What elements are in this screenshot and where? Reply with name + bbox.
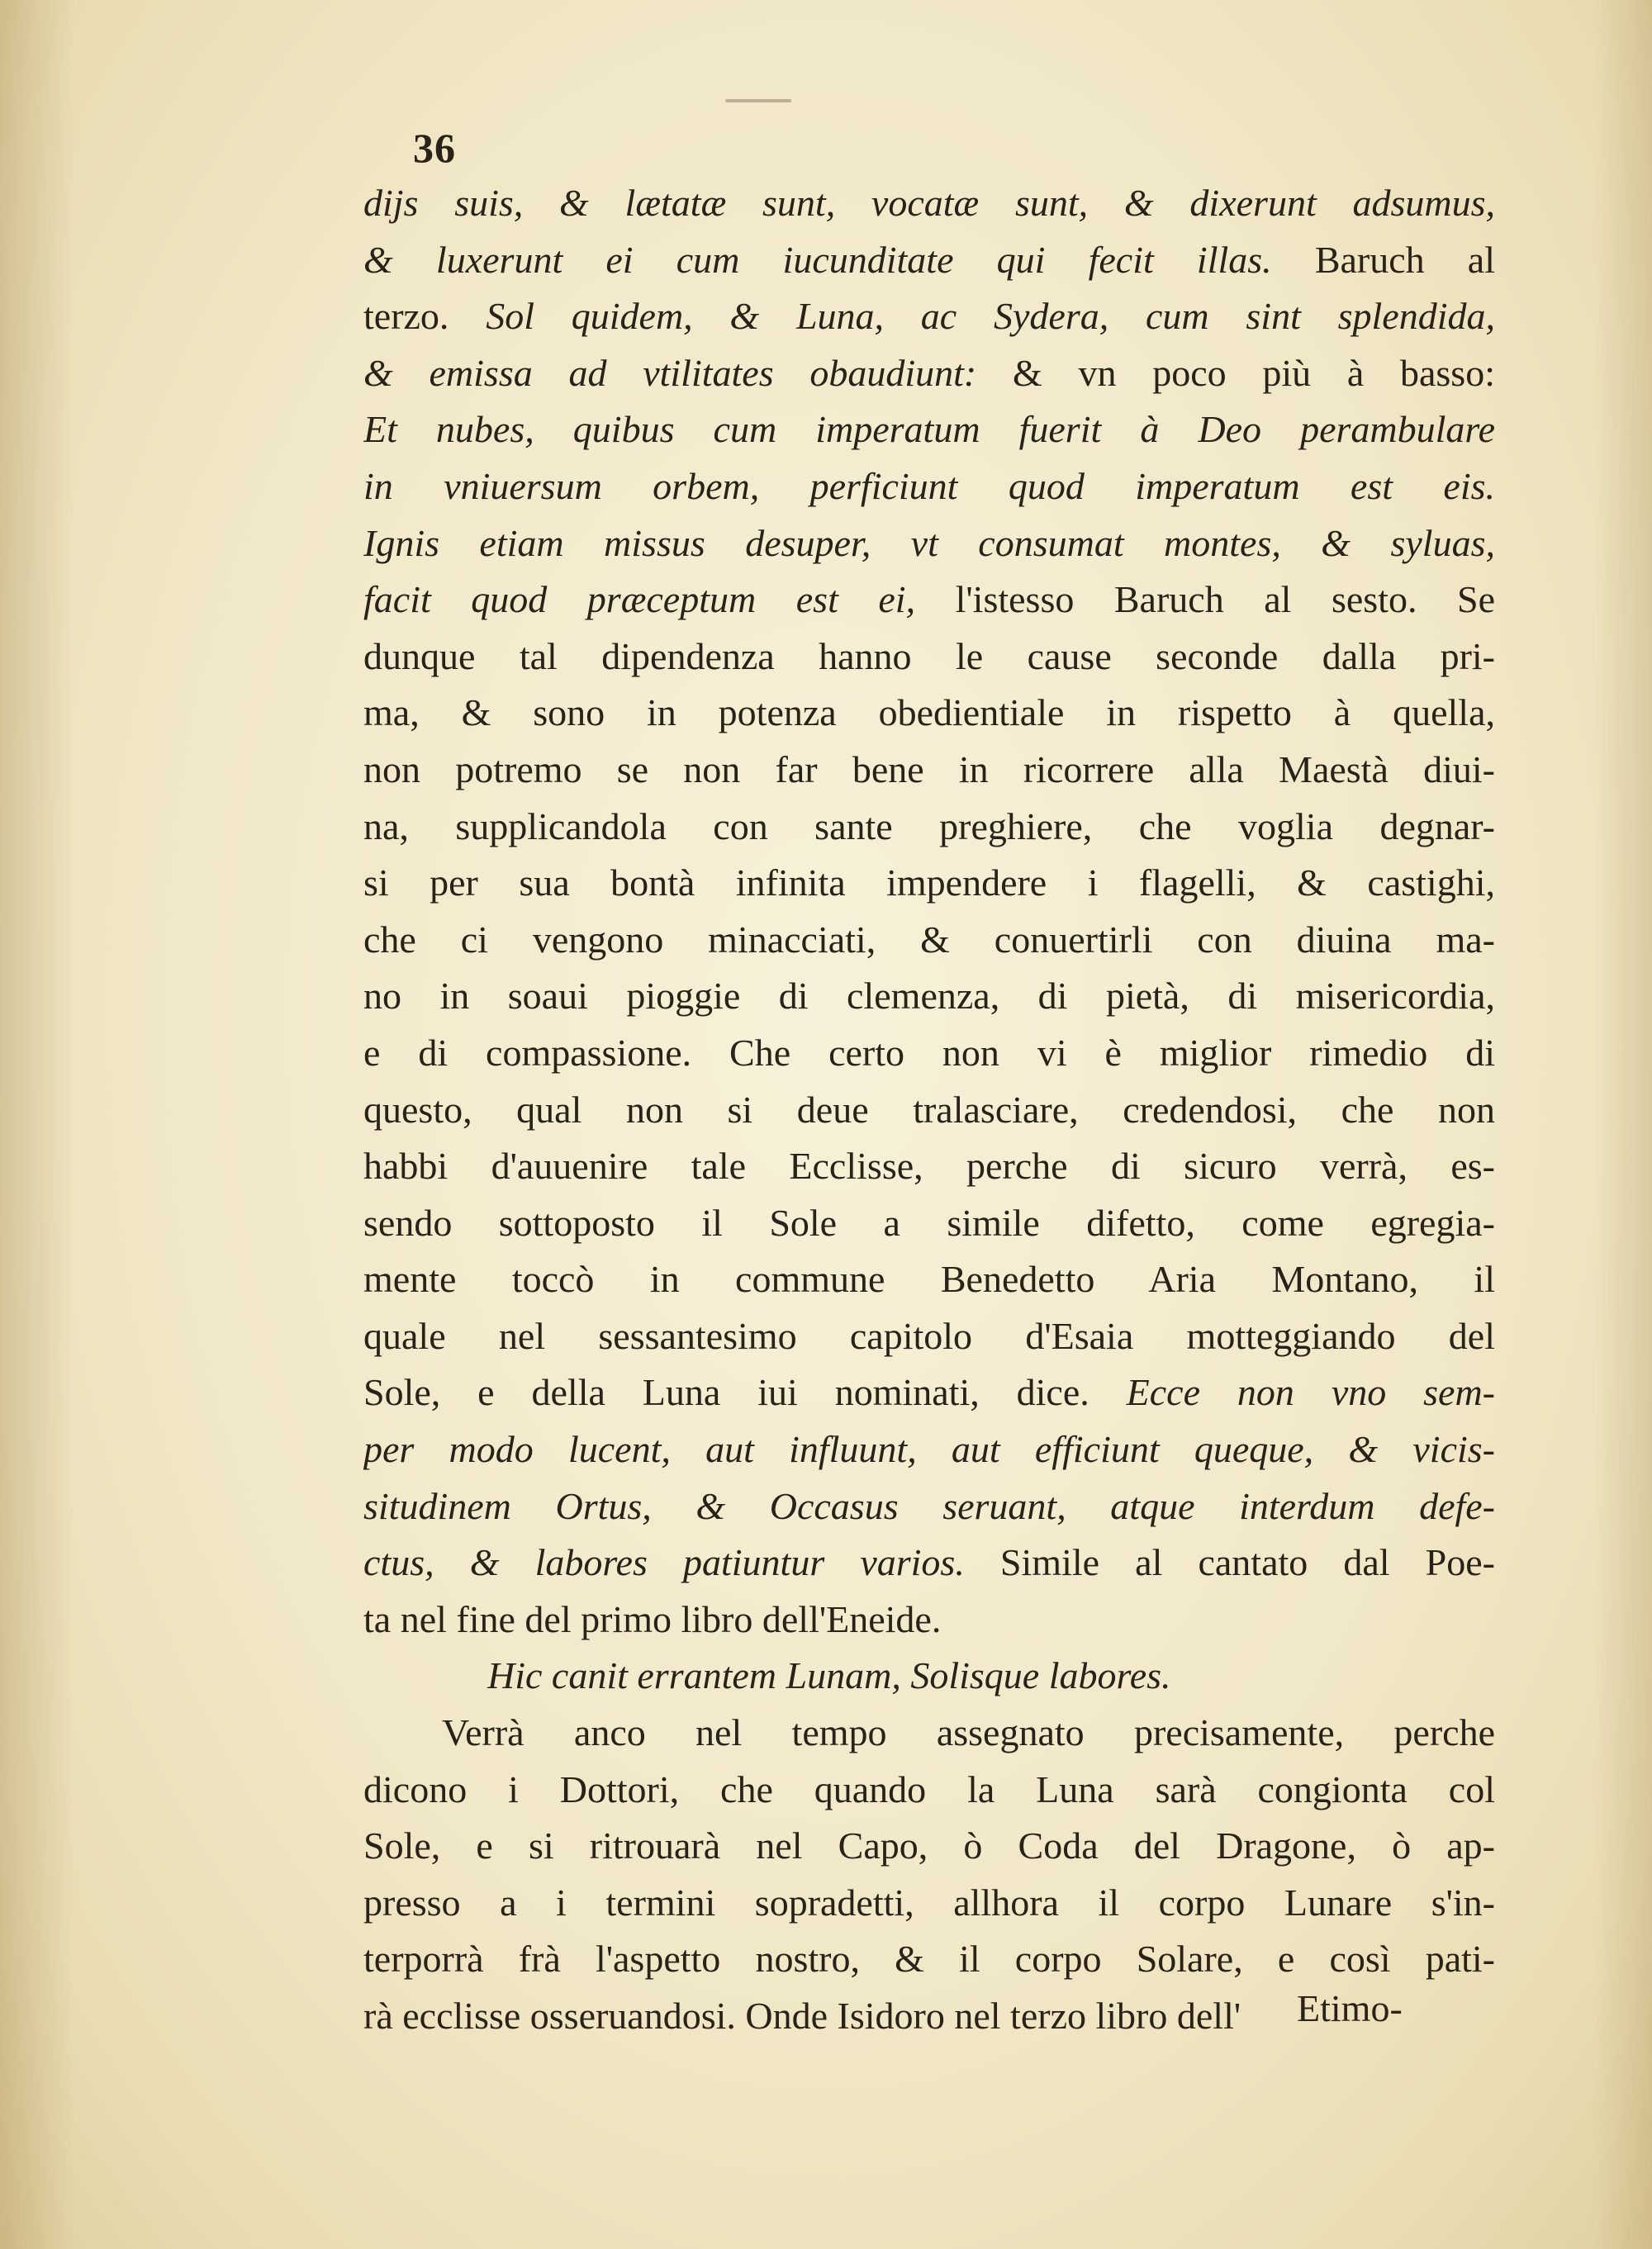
latin-quote-text: in vniuersum orbem, perficiunt quod imperatum est eis.: [363, 464, 1495, 507]
latin-quote-text: Hic canit errantem Lunam, Solisque labores.: [487, 1654, 1171, 1697]
body-text: [363, 175, 1495, 2045]
text-line: [363, 1762, 1495, 1819]
text-line: [363, 742, 1495, 799]
text-line: [363, 1818, 1495, 1875]
latin-quote-text: & luxerunt ei cum iucunditate qui fecit illas.: [363, 238, 1272, 281]
italian-text: Sole, e della Luna iui nominati, dice.: [363, 1371, 1127, 1414]
latin-quote-text: Sol quidem, & Luna, ac Sydera, cum sint splendida,: [486, 295, 1495, 338]
italian-text: Verrà anco nel tempo assegnato precisamente, perche: [442, 1711, 1495, 1754]
text-line: [363, 1478, 1495, 1535]
text-line: [363, 515, 1495, 572]
italian-text: si per sua bontà infinita impendere i flagelli, & castighi,: [363, 861, 1495, 904]
text-line: [363, 288, 1495, 345]
italian-text: mente toccò in commune Benedetto Aria Montano, il: [363, 1258, 1495, 1301]
text-line: [363, 1875, 1495, 1932]
text-line: [363, 968, 1495, 1025]
latin-quote-text: facit quod præceptum est ei,: [363, 578, 916, 621]
text-line: [363, 912, 1495, 969]
text-line: [363, 175, 1495, 232]
text-line: [363, 1138, 1495, 1195]
italian-text: na, supplicandola con sante preghiere, che voglia degnar-: [363, 804, 1495, 847]
italian-text: che ci vengono minacciati, & conuertirli con diuina ma-: [363, 918, 1495, 961]
italian-text: non potremo se non far bene in ricorrere alla Maestà diui-: [363, 747, 1495, 790]
text-line: [363, 572, 1495, 629]
italian-text: & vn poco più à basso:: [976, 351, 1495, 394]
text-line: [363, 1592, 1495, 1649]
text-line: [363, 799, 1495, 856]
italian-text: terporrà frà l'aspetto nostro, & il corpo Solare, e così pati-: [363, 1938, 1495, 1981]
text-line: [363, 685, 1495, 742]
italian-text: dicono i Dottori, che quando la Luna sarà congionta col: [363, 1767, 1495, 1810]
italian-text: l'istesso Baruch al sesto. Se: [915, 578, 1495, 621]
italian-text: rà ecclisse osseruandosi. Onde Isidoro nel terzo libro dell': [363, 1995, 1241, 2037]
text-line: [363, 1195, 1495, 1252]
italian-text: habbi d'auuenire tale Ecclisse, perche di sicuro verrà, es-: [363, 1145, 1495, 1188]
text-line: [363, 458, 1495, 515]
italian-text: dunque tal dipendenza hanno le cause seconde dalla pri-: [363, 634, 1495, 677]
text-line: [363, 1421, 1495, 1478]
italian-text: no in soaui pioggie di clemenza, di pietà, di misericordia,: [363, 975, 1495, 1018]
catchword: Etimo-: [1297, 1987, 1403, 2029]
page-edge-shadow: [1594, 0, 1652, 2249]
latin-quote-text: ctus, & labores patiuntur varios.: [363, 1541, 965, 1584]
text-line: [363, 232, 1495, 289]
text-line: [363, 1025, 1495, 1082]
italian-text: questo, qual non si deue tralasciare, credendosi, che non: [363, 1088, 1495, 1131]
text-line: [363, 629, 1495, 686]
italian-text: e di compassione. Che certo non vi è miglior rimedio di: [363, 1031, 1495, 1074]
italian-text: quale nel sessantesimo capitolo d'Esaia motteggiando del: [363, 1314, 1495, 1357]
latin-quote-text: per modo lucent, aut influunt, aut efficiunt queque, & vicis-: [363, 1428, 1495, 1471]
text-line: [363, 855, 1495, 912]
italian-text: presso a i termini sopradetti, allhora il corpo Lunare s'in-: [363, 1881, 1495, 1924]
italian-text: ta nel fine del primo libro dell'Eneide.: [363, 1597, 942, 1640]
text-line: [363, 1364, 1495, 1421]
italian-text: Simile al cantato dal Poe-: [964, 1541, 1495, 1584]
page-number: 36: [413, 125, 456, 171]
text-line: [363, 1931, 1495, 1988]
italian-text: Baruch al: [1271, 238, 1495, 281]
italian-text: sendo sottoposto il Sole a simile difetto, come egregia-: [363, 1201, 1495, 1244]
text-line: [363, 1251, 1495, 1308]
latin-quote-text: & emissa ad vtilitates obaudiunt:: [363, 351, 977, 394]
latin-quote-text: Ignis etiam missus desuper, vt consumat montes, & syluas,: [363, 521, 1495, 564]
text-line: [363, 1082, 1495, 1139]
italian-text: Sole, e si ritrouarà nel Capo, ò Coda del Dragone, ò ap-: [363, 1824, 1495, 1867]
italian-text: ma, & sono in potenza obedientiale in rispetto à quella,: [363, 691, 1495, 734]
ink-mark: [725, 99, 791, 102]
text-line: [363, 1535, 1495, 1592]
text-line: [363, 345, 1495, 402]
text-line: [363, 1705, 1495, 1762]
latin-quote-text: situdinem Ortus, & Occasus seruant, atque interdum defe-: [363, 1484, 1495, 1527]
italian-text: terzo.: [363, 295, 487, 338]
text-line: [363, 401, 1495, 458]
text-line: [363, 1648, 1495, 1705]
latin-quote-text: Et nubes, quibus cum imperatum fuerit à Deo perambulare: [363, 408, 1495, 451]
gutter-shadow: [0, 0, 74, 2249]
latin-quote-text: Ecce non vno sem-: [1126, 1371, 1495, 1414]
text-line: [363, 1308, 1495, 1365]
latin-quote-text: dijs suis, & lætatæ sunt, vocatæ sunt, & dixerunt adsumus,: [363, 182, 1495, 224]
